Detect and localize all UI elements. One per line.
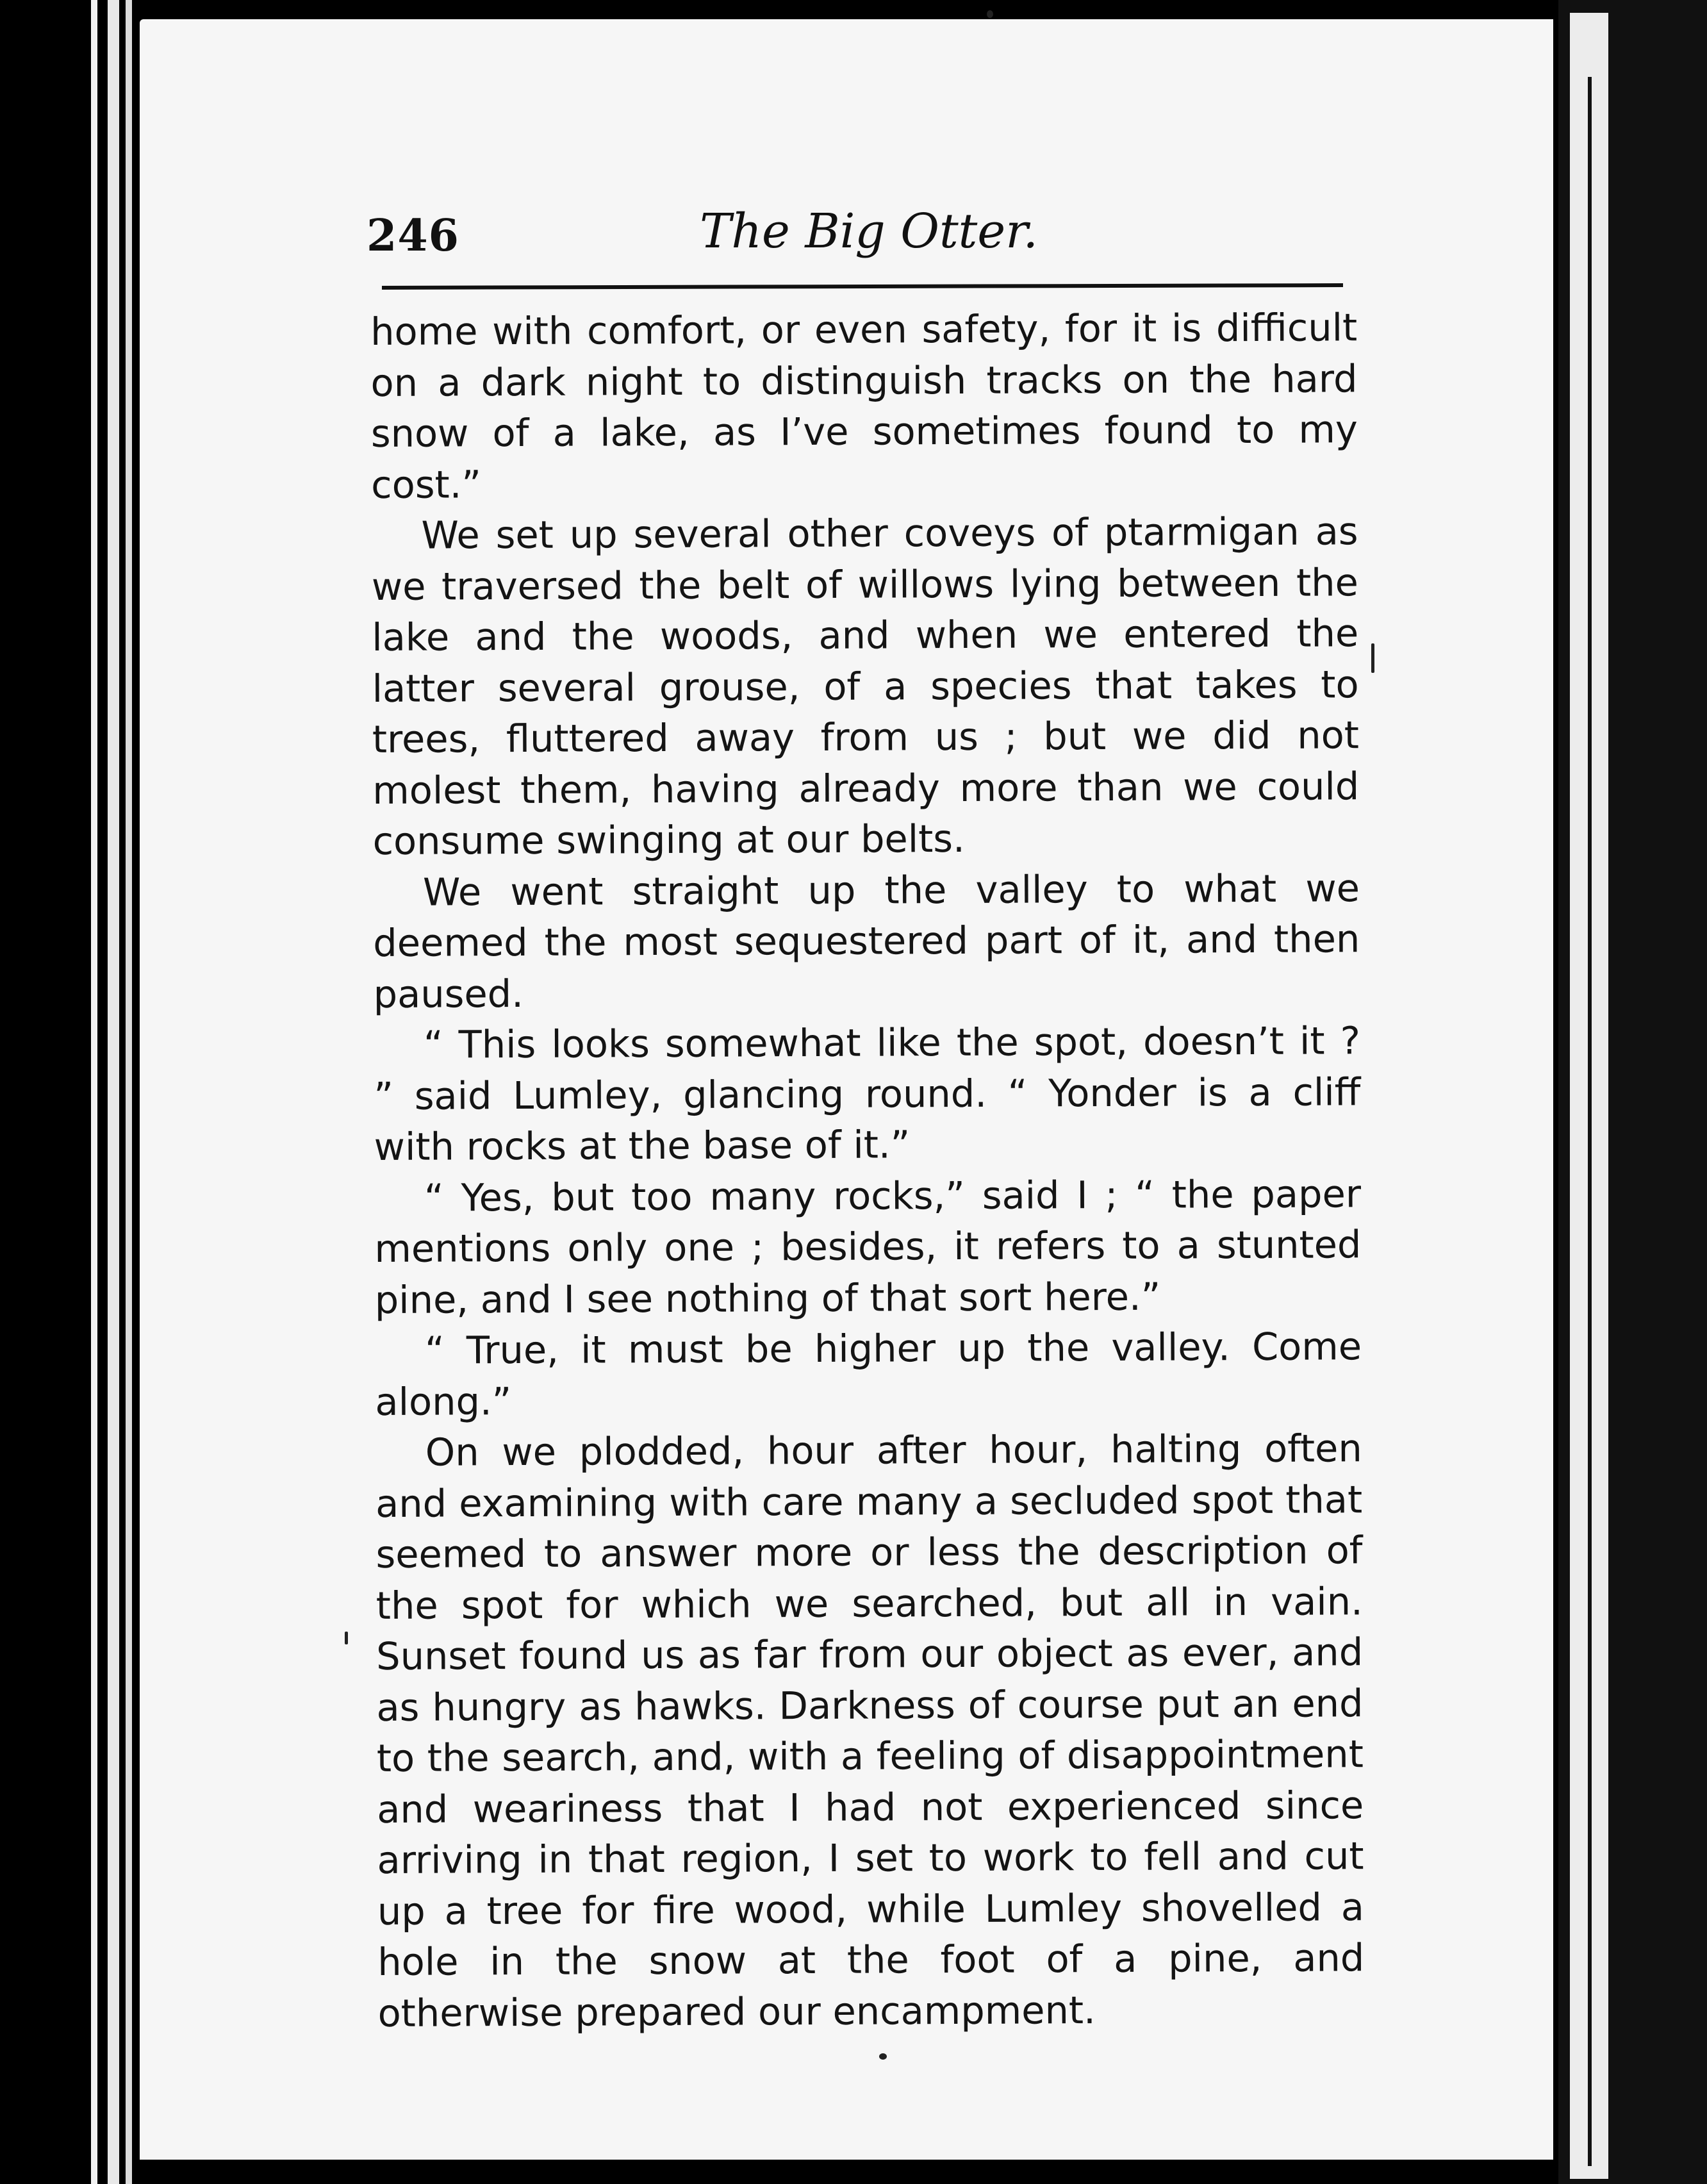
paragraph: “ True, it must be higher up the valley. Come along.” [375, 1324, 1362, 1424]
paragraph: “ Yes, but too many rocks,” said I ; “ the paper mentions only one ; besides, it refers to a stunted pine, and I see nothing of that sort here.” [374, 1171, 1362, 1322]
paragraph: On we plodded, hour after hour, halting often and examining with care many a secluded spot that seemed to answer more or less the description of the spot for which we searched, but all in vain. Sunset found us as far from our object as ever, and as hungry as hawks. Darkness of course put an end to the search, and, with a feeling of disappointment and weariness that I had not experienced since arriving in that region, I set to work to fell and cut up a tree for fire wood, while Lumley shovelled a hole in the snow at the foot of a pine, and otherwise prepared our encampment. [375, 1426, 1365, 2035]
body-text [370, 302, 1365, 2039]
paragraph: We set up several other coveys of ptarmigan as we traversed the belt of willows lying between the lake and the woods, and when we entered the latter several grouse, of a species that takes to trees, fluttered away from us ; but we did not molest them, having already more than we could consume swinging at our belts. [371, 509, 1360, 863]
facing-page-gutter-line [1588, 77, 1592, 2166]
paragraph: “ This looks somewhat like the spot, doesn’t it ? ” said Lumley, glancing round. “ Yonder is a cliff with rocks at the base of it.” [374, 1018, 1361, 1169]
scan-speck [345, 1632, 348, 1644]
scan-speck [879, 2053, 887, 2060]
paragraph: home with comfort, or even safety, for it is difficult on a dark night to distinguish tracks on the hard snow of a lake, as I’ve sometimes found to my cost.” [370, 305, 1358, 507]
paragraph: We went straight up the valley to what we deemed the most sequestered part of it, and then paused. [373, 865, 1360, 1016]
book-spine-edge [126, 0, 132, 2184]
book-spine-edge [108, 0, 119, 2184]
page-number: 246 [367, 210, 459, 261]
running-title: The Big Otter. [700, 204, 1038, 259]
book-spine-edge [91, 0, 97, 2184]
scan-speck [987, 10, 993, 18]
running-head [367, 204, 1347, 281]
scan-speck [1371, 643, 1374, 673]
